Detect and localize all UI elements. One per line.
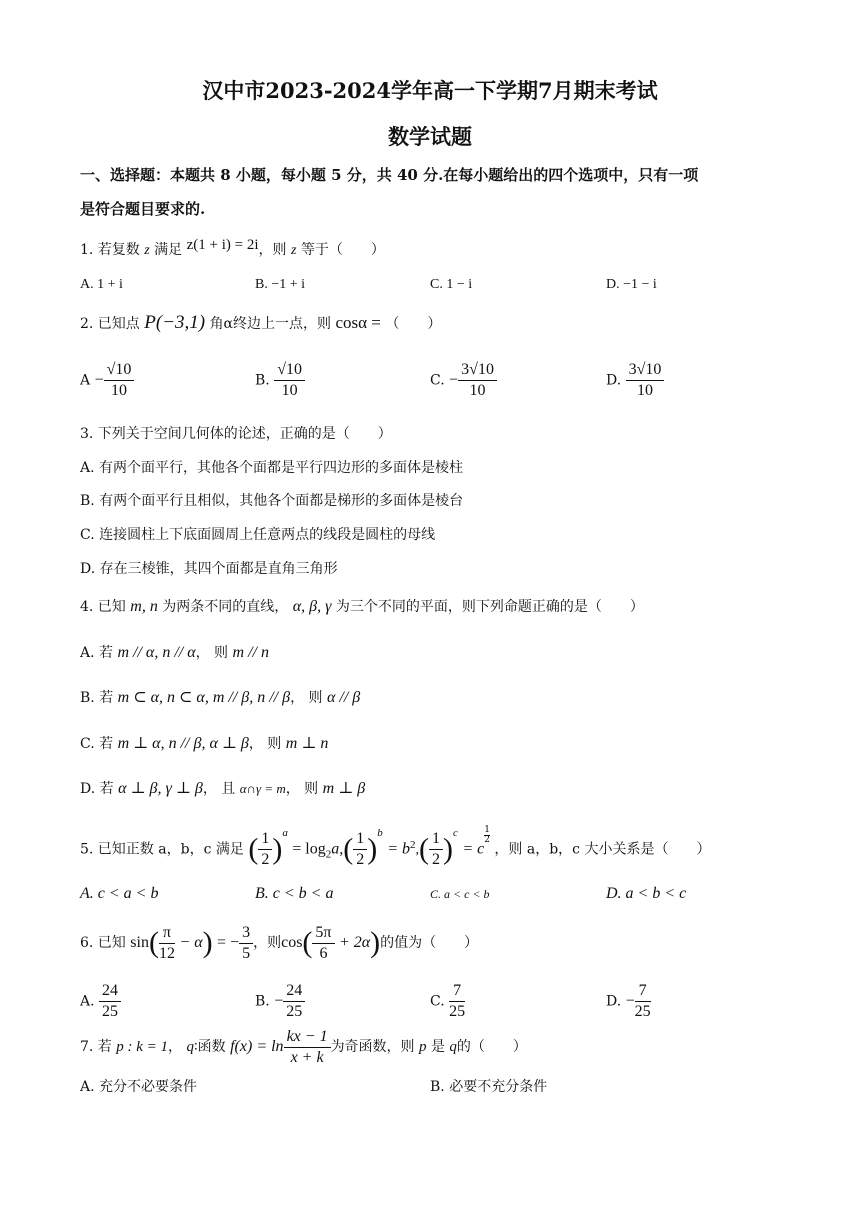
q6-frac2-num: 3 [239, 923, 253, 944]
q5-option-d: D. a < b < c [606, 885, 687, 902]
q4-d-cond2: α∩γ = m [239, 781, 286, 796]
q6-d-sign: − [625, 992, 635, 1010]
q2-option-d [606, 360, 664, 401]
q2-option-b [255, 360, 305, 401]
q1-option-a: A. 1 + i [80, 277, 123, 292]
q6-option-b [255, 981, 305, 1022]
q7-option-a: A. 充分不必要条件 [80, 1079, 198, 1095]
q7-fraction [284, 1027, 331, 1068]
q7-function: f(x) = ln [230, 1038, 284, 1055]
q2-b-fraction [274, 360, 305, 401]
q5-square: 2 [409, 839, 416, 851]
q5-half-2-den: 2 [356, 851, 365, 869]
q6-c-den: 25 [449, 1003, 466, 1020]
q4-c-label: C. 若 [80, 736, 114, 752]
q7-q: q [449, 1039, 457, 1055]
q5-option-b: B. c < b < a [255, 885, 334, 902]
q2-a-sign: − [94, 371, 104, 389]
q4-d-label: D. 若 [80, 781, 114, 797]
q6-pre: 6. 已知 [80, 935, 126, 951]
q6-frac1-den: 12 [158, 944, 175, 962]
q6-cos: cos [281, 934, 303, 951]
q5-log-base: 2 [325, 848, 332, 861]
q6-plus-2alpha: + 2α [338, 934, 371, 951]
q4-option-b [80, 687, 360, 707]
exam-subtitle: 数学试题 [388, 124, 472, 149]
q4-a-cond: m // α, n // α [117, 644, 196, 661]
q6-b-den: 25 [286, 1003, 303, 1020]
q1-post2: 等于（ ） [300, 242, 385, 258]
q6-paren-close-1: ) [202, 926, 213, 959]
section-heading-line1: 一、选择题：本题共 8 小题，每小题 5 分，共 40 分.在每小题给出的四个选项中，只有一项 [80, 166, 699, 184]
q2-b-num: √10 [274, 360, 305, 381]
q4-vars2: α, β, γ [292, 598, 332, 615]
q6-option-a [80, 981, 121, 1022]
q5-eq1: = log [292, 840, 326, 858]
q7-p-condition: p : k = 1 [116, 1039, 169, 1055]
q6-minus-alpha: − α [179, 934, 203, 951]
q5-post: ，则 a，b，c 大小关系是（ ） [494, 841, 711, 858]
q1-equation: z(1 + i) = 2i [186, 237, 259, 253]
q1-option-d: D. −1 − i [606, 277, 657, 292]
question-1-stem [80, 239, 385, 259]
q6-frac3-num: 5π [312, 923, 334, 944]
q5-half-3 [429, 829, 443, 870]
q4-a-res: m // n [232, 644, 269, 661]
q4-b-sep: ， 则 [290, 690, 323, 706]
q5-paren-open-2: ( [343, 832, 354, 866]
q6-paren-close-2: ) [370, 926, 381, 959]
question-4-stem [80, 596, 644, 616]
q5-exp-half [484, 826, 490, 845]
q6-frac2-den: 5 [242, 944, 251, 962]
q6-a-num: 24 [99, 981, 121, 1002]
q4-d-cond: α ⊥ β, γ ⊥ β [118, 780, 203, 797]
q2-a-num: √10 [104, 360, 135, 381]
q6-option-d [606, 981, 651, 1022]
q6-eq: = − [217, 934, 240, 951]
q2-a-fraction [104, 360, 135, 401]
q4-d-res: m ⊥ β [322, 780, 366, 797]
q5-half-2-num: 1 [353, 829, 367, 850]
q5-eq1b: a, [331, 840, 344, 858]
q6-post: 的值为（ ） [380, 935, 479, 951]
q4-b-label: B. 若 [80, 690, 114, 706]
q5-exp-a: a [282, 827, 288, 839]
q5-comma: , [415, 842, 419, 858]
q1-var: z [144, 243, 150, 258]
q2-c-den: 10 [469, 382, 486, 399]
q3-option-c: C. 连接圆柱上下底面圆周上任意两点的线段是圆柱的母线 [80, 527, 436, 543]
q1-option-c: C. 1 − i [430, 277, 473, 292]
q6-b-sign: − [274, 992, 284, 1010]
q5-exp-b: b [377, 827, 383, 839]
q6-b-label: B. [255, 993, 270, 1010]
q5-exp-half-num: 1 [484, 825, 490, 835]
q6-mid: ，则 [253, 935, 282, 951]
q7-option-b: B. 必要不充分条件 [430, 1079, 548, 1095]
q4-vars1: m, n [130, 598, 158, 615]
q2-b-label: B. [255, 372, 270, 389]
q7-pre: 7. 若 [80, 1039, 112, 1055]
q6-d-num: 7 [635, 981, 651, 1002]
q1-pre: 1. 若复数 [80, 242, 140, 258]
q3-option-a: A. 有两个面平行，其他各个面都是平行四边形的多面体是棱柱 [80, 460, 464, 476]
q3-option-d: D. 存在三棱锥，其四个面都是直角三角形 [80, 561, 338, 577]
question-5-stem [80, 820, 710, 879]
q4-d-sep: ， 且 [202, 781, 236, 797]
q4-b-cond: m ⊂ α, n ⊂ α, m // β, n // β [117, 689, 291, 706]
q4-a-sep: ， 则 [195, 645, 229, 661]
q2-option-c [430, 360, 497, 401]
q6-b-fraction [283, 981, 305, 1022]
q5-option-a: A. c < a < b [80, 885, 159, 902]
q6-d-den: 25 [634, 1003, 651, 1020]
q7-post: 的（ ） [456, 1039, 527, 1055]
q7-p: p [419, 1039, 427, 1055]
q5-paren-open-1: ( [248, 832, 259, 866]
q2-d-num: 3√10 [626, 360, 665, 381]
q7-mid: ∶函数 [194, 1039, 226, 1055]
q1-var2: z [290, 243, 297, 258]
q6-d-label: D. [606, 993, 622, 1010]
q7-mid2: 为奇函数，则 [330, 1039, 415, 1055]
q6-a-fraction [99, 981, 121, 1022]
q5-exp-c: c [452, 827, 458, 839]
q5-pre: 5. 已知正数 a，b，c 满足 [80, 841, 244, 858]
q7-is: 是 [430, 1039, 445, 1055]
section-heading-line2: 是符合题目要求的. [80, 200, 206, 218]
q2-b-den: 10 [281, 382, 298, 399]
q2-point: P(−3,1) [144, 312, 206, 333]
exam-title: 汉中市2023-2024学年高一下学期7月期末考试 [202, 78, 658, 103]
q5-half-2 [353, 829, 367, 870]
q1-post1: ，则 [258, 242, 287, 258]
q5-half-1 [258, 829, 272, 870]
q2-c-fraction [458, 360, 497, 401]
q4-mid: 为两条不同的直线， [162, 599, 289, 615]
q6-frac-5pi6 [312, 923, 334, 964]
q1-option-b: B. −1 + i [255, 277, 306, 292]
q2-a-den: 10 [111, 382, 127, 399]
q7-frac-den: x + k [290, 1048, 324, 1066]
q2-a-label: A [80, 372, 91, 389]
q2-mid: 角α终边上一点，则 [209, 316, 332, 332]
q6-frac-pi12 [159, 923, 175, 964]
q2-d-label: D. [606, 372, 622, 389]
q2-c-label: C. [430, 372, 445, 389]
q5-half-3-den: 2 [431, 851, 440, 869]
q2-pre: 2. 已知点 [80, 316, 140, 332]
q4-pre: 4. 已知 [80, 599, 126, 615]
q6-paren-open-1: ( [148, 926, 159, 959]
q6-c-num: 7 [449, 981, 465, 1002]
q5-half-1-num: 1 [258, 829, 272, 850]
q4-option-a [80, 642, 269, 662]
q2-c-sign: − [449, 371, 459, 389]
q5-eq3: = c [462, 840, 485, 858]
question-6-stem [80, 918, 478, 968]
q4-d-sep2: ， 则 [285, 781, 319, 797]
q6-sin: sin [130, 934, 149, 951]
question-2-stem [80, 312, 441, 334]
q6-paren-open-2: ( [302, 926, 313, 959]
q6-c-fraction [449, 981, 465, 1022]
q7-sep: ， [168, 1039, 183, 1055]
q1-mid: 满足 [154, 242, 183, 258]
q7-frac-num: kx − 1 [284, 1027, 331, 1048]
q3-option-b: B. 有两个面平行且相似，其他各个面都是梯形的多面体是棱台 [80, 493, 464, 509]
q6-frac1-num: π [159, 923, 175, 944]
q5-paren-close-1: ) [272, 832, 283, 866]
q5-option-c: C. a < c < b [430, 887, 490, 901]
q5-half-1-den: 2 [261, 851, 270, 869]
q6-c-label: C. [430, 993, 445, 1010]
q6-option-c [430, 981, 465, 1022]
q6-d-fraction [635, 981, 651, 1022]
q4-a-label: A. 若 [80, 645, 114, 661]
q6-a-den: 25 [102, 1003, 119, 1020]
q4-c-sep: ， 则 [248, 736, 282, 752]
q6-b-num: 24 [283, 981, 305, 1002]
q5-half-3-num: 1 [429, 829, 443, 850]
q5-exp-half-den: 2 [484, 835, 490, 845]
q6-frac3-den: 6 [319, 944, 328, 962]
q7-q-label: q [186, 1039, 194, 1055]
q2-option-a [80, 360, 134, 401]
q4-c-res: m ⊥ n [285, 735, 329, 752]
q4-option-d [80, 778, 365, 798]
q2-d-fraction [626, 360, 665, 401]
q2-expr: cosα = [335, 313, 381, 332]
q4-option-c [80, 733, 328, 753]
q2-c-num: 3√10 [458, 360, 497, 381]
question-7-stem [80, 1025, 527, 1069]
q5-paren-close-2: ) [367, 832, 378, 866]
q5-paren-close-3: ) [442, 832, 453, 866]
q4-c-cond: m ⊥ α, n // β, α ⊥ β [117, 735, 249, 752]
q4-post: 为三个不同的平面，则下列命题正确的是（ ） [335, 599, 644, 615]
q6-frac-35 [239, 923, 253, 964]
q6-a-label: A. [80, 993, 95, 1010]
q5-paren-open-3: ( [418, 832, 429, 866]
q5-eq2: = b [387, 840, 410, 858]
q2-d-den: 10 [637, 382, 654, 399]
q4-b-res: α // β [327, 689, 361, 706]
question-3-stem: 3. 下列关于空间几何体的论述，正确的是（ ） [80, 426, 392, 442]
q2-post: （ ） [385, 316, 442, 332]
